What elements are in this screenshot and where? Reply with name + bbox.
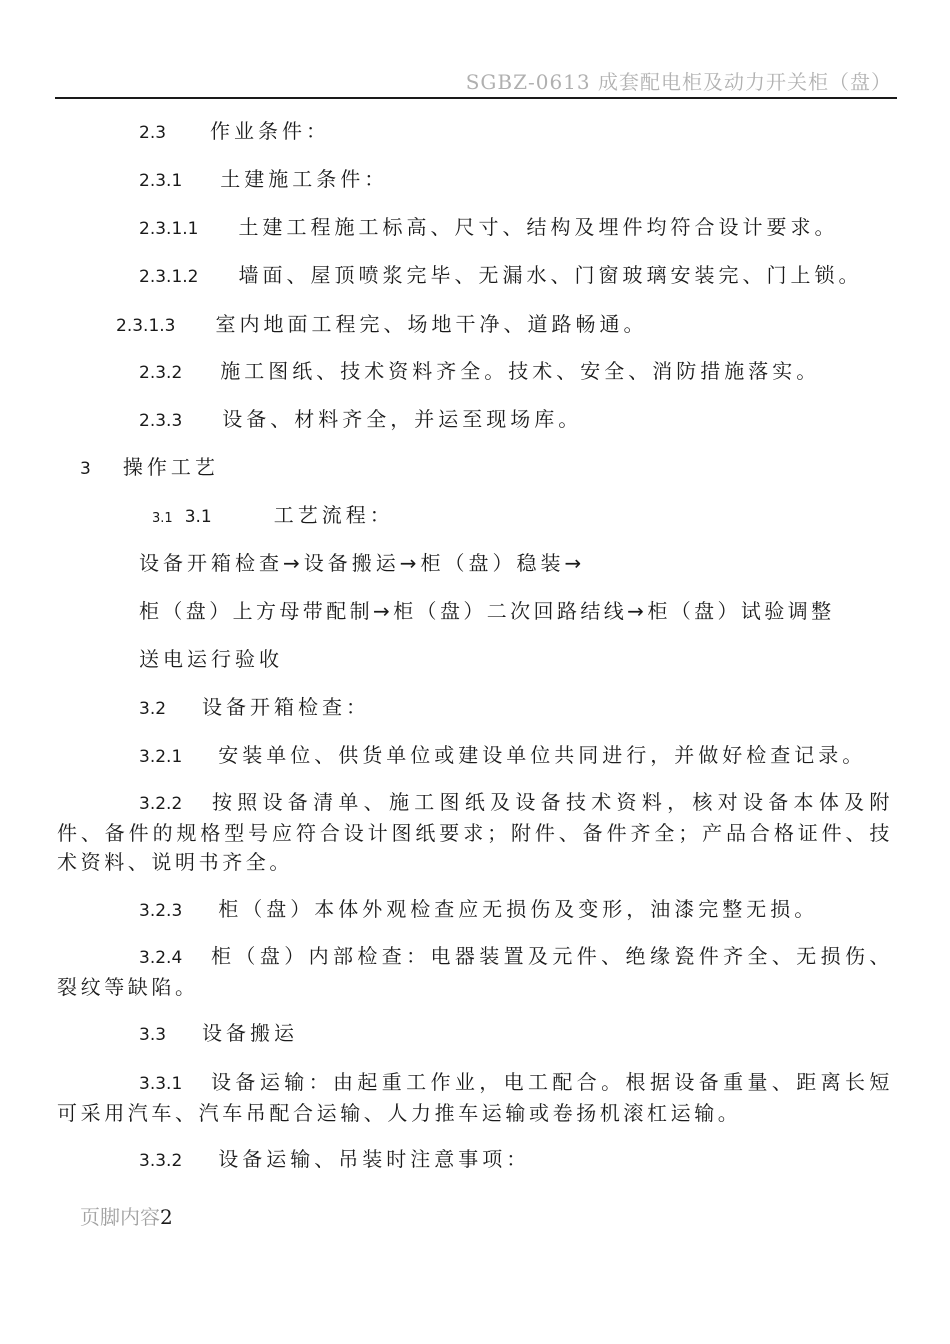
list-item — [139, 408, 582, 432]
section-text: 操作工艺 — [122, 455, 219, 479]
section-text: 设备开箱检查： — [202, 695, 371, 719]
section-heading — [139, 1022, 298, 1046]
process-flow-line: 柜（盘）上方母带配制→柜（盘）二次回路结线→柜（盘）试验调整 — [139, 599, 835, 623]
paragraph — [57, 1068, 893, 1128]
header-divider — [55, 97, 897, 99]
section-heading — [139, 168, 388, 192]
item-number: 2.3.1.3 — [116, 316, 176, 336]
section-text: 工艺流程： — [273, 503, 394, 527]
section-text: 设备搬运 — [202, 1021, 299, 1045]
item-number: 3.2.3 — [139, 901, 183, 921]
section-number: 3.2 — [139, 699, 167, 719]
list-item — [139, 744, 866, 768]
section-heading — [139, 120, 330, 144]
list-item — [139, 264, 862, 288]
item-text: 墙面、屋顶喷浆完毕、无漏水、门窗玻璃安装完、门上锁。 — [238, 263, 863, 287]
item-text: 室内地面工程完、场地干净、道路畅通。 — [215, 312, 648, 336]
section-number: 3.1 — [184, 507, 212, 527]
list-item — [116, 313, 647, 337]
item-number: 3.2.1 — [139, 747, 183, 767]
section-number: 2.3.1 — [139, 171, 183, 191]
item-number: 2.3.1.2 — [139, 267, 199, 287]
item-number: 3.2.4 — [139, 948, 183, 968]
item-text: 按照设备清单、施工图纸及设备技术资料，核对设备本体及附件、备件的规格型号应符合设计图纸要求；附件、备件齐全；产品合格证件、技术资料、说明书齐全。 — [57, 790, 893, 874]
item-text: 土建工程施工标高、尺寸、结构及埋件均符合设计要求。 — [238, 215, 839, 239]
section-number: 3.1 — [152, 511, 173, 526]
item-text: 设备、材料齐全，并运至现场库。 — [222, 407, 583, 431]
item-text: 施工图纸、技术资料齐全。技术、安全、消防措施落实。 — [220, 359, 821, 383]
document-title: SGBZ-0613 成套配电柜及动力开关柜（盘） — [465, 70, 892, 94]
list-item — [139, 360, 820, 384]
item-number: 3.3.2 — [139, 1151, 183, 1171]
list-item — [139, 898, 818, 922]
item-number: 2.3.1.1 — [139, 219, 199, 239]
section-number: 3 — [80, 459, 91, 479]
process-flow-line: 送电运行验收 — [139, 647, 283, 671]
item-text: 柜（盘）本体外观检查应无损伤及变形，油漆完整无损。 — [218, 897, 819, 921]
page-number: 2 — [160, 1205, 173, 1229]
process-flow-line: 设备开箱检查→设备搬运→柜（盘）稳装→ — [139, 551, 586, 575]
item-text: 柜（盘）内部检查：电器装置及元件、绝缘瓷件齐全、无损伤、裂纹等缺陷。 — [57, 944, 893, 999]
section-number: 3.3 — [139, 1025, 167, 1045]
section-text: 土建施工条件： — [220, 167, 389, 191]
section-text: 作业条件： — [210, 119, 331, 143]
item-number: 3.2.2 — [139, 794, 183, 814]
item-number: 2.3.3 — [139, 411, 183, 431]
section-heading — [139, 696, 370, 720]
item-text: 安装单位、供货单位或建设单位共同进行，并做好检查记录。 — [218, 743, 867, 767]
paragraph — [57, 788, 893, 877]
section-heading — [152, 504, 394, 530]
section-heading — [80, 456, 219, 480]
item-number: 2.3.2 — [139, 363, 183, 383]
list-item — [139, 1148, 530, 1172]
footer-label: 页脚内容 — [80, 1205, 160, 1229]
list-item — [139, 216, 838, 240]
page-footer — [80, 1201, 173, 1230]
paragraph — [57, 942, 893, 1002]
item-text: 设备运输：由起重工作业，电工配合。根据设备重量、距离长短可采用汽车、汽车吊配合运输、人力推车运输或卷扬机滚杠运输。 — [57, 1070, 893, 1125]
item-text: 设备运输、吊装时注意事项： — [218, 1147, 531, 1171]
section-number: 2.3 — [139, 123, 167, 143]
item-number: 3.3.1 — [139, 1074, 183, 1094]
